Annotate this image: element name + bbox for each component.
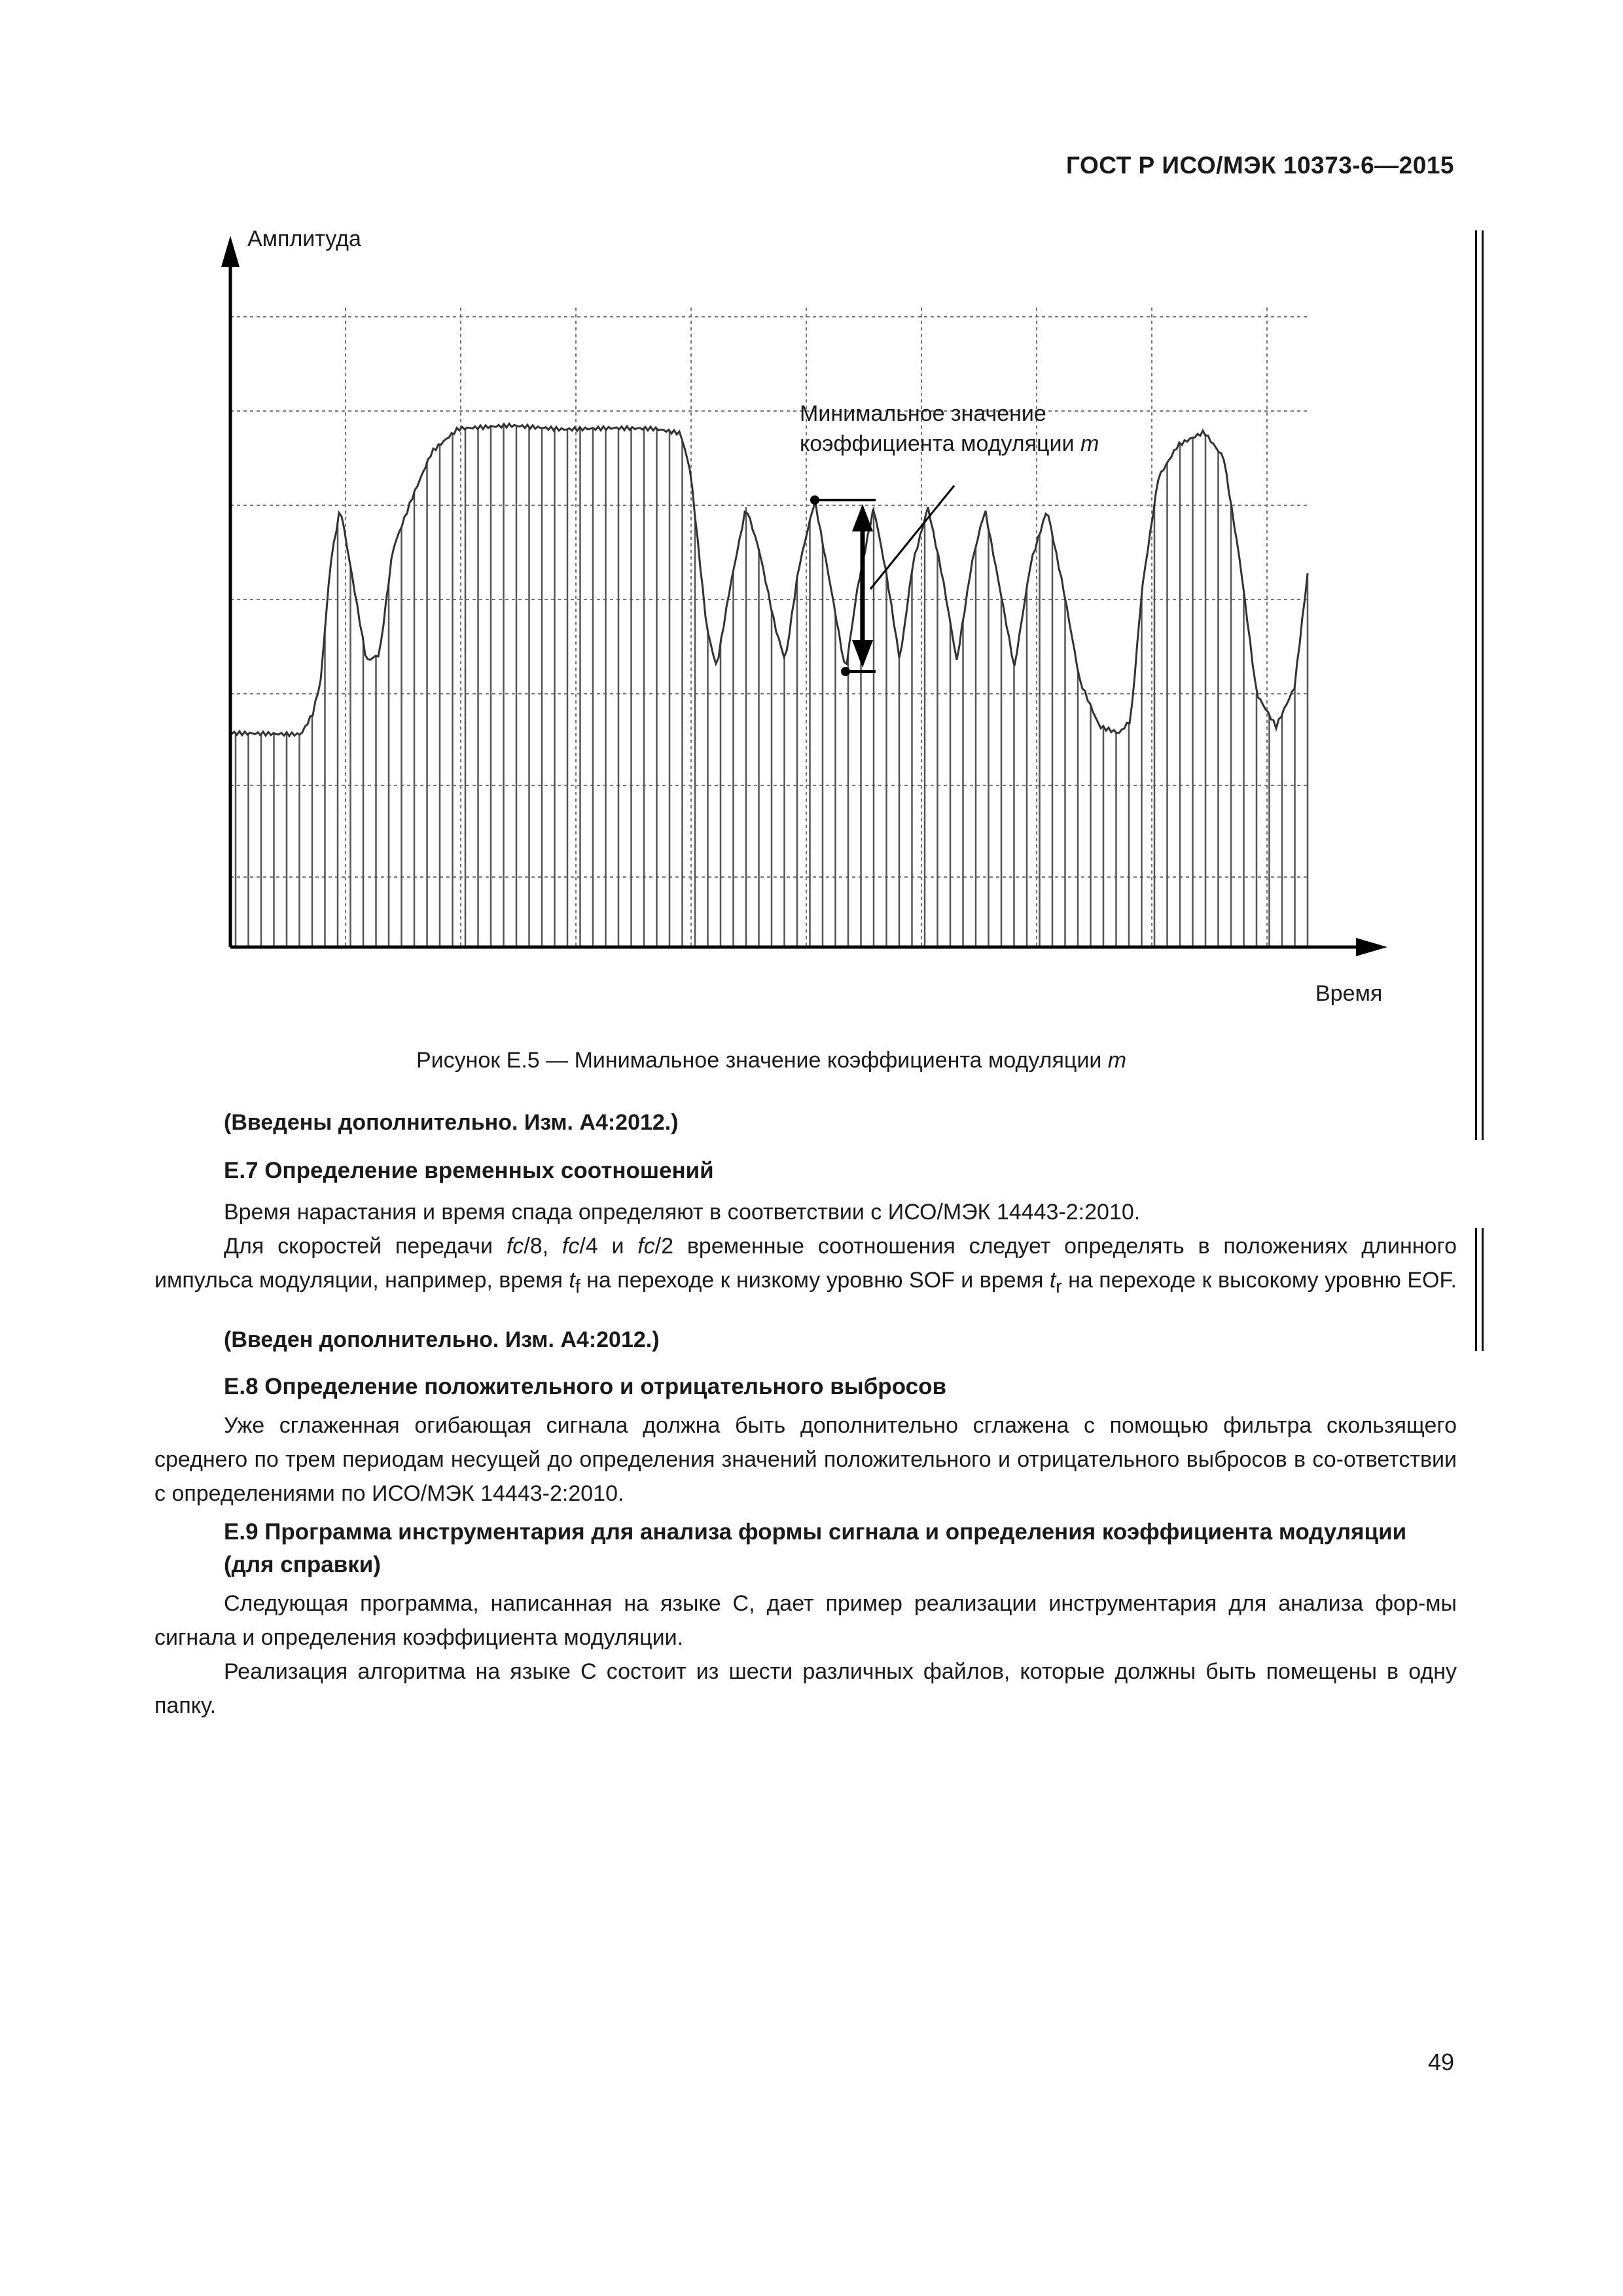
modulation-plot (0, 0, 1623, 1021)
var-t: t (1049, 1268, 1056, 1293)
page-number: 49 (1427, 2049, 1454, 2075)
section-e9-body (154, 1587, 1457, 1723)
document-header: ГОСТ Р ИСО/МЭК 10373-6—2015 (1066, 152, 1454, 179)
paragraph: Реализация алгоритма на языке С состоит из шести различных файлов, которые должны быть помещены в одну папку. (154, 1659, 1457, 1718)
annotation-text: коэффициента модуляции (800, 431, 1075, 456)
subscript-f: f (575, 1276, 580, 1297)
section-e9-title: Е.9 Программа инструментария для анализа формы сигнала и определения коэффициента модуляции (для справки) (224, 1519, 1407, 1577)
paragraph: Время нарастания и время спада определяют в соответствии с ИСО/МЭК 14443-2:2010. (224, 1200, 1141, 1225)
signal-envelope (230, 423, 1308, 736)
amendment-note: (Введен дополнительно. Изм. А4:2012.) (224, 1327, 660, 1352)
caption-text: Рисунок Е.5 — Минимальное значение коэффициента модуляции (416, 1048, 1102, 1073)
subscript-r: r (1056, 1276, 1062, 1297)
plot-grid (230, 308, 1309, 947)
marker-bottom-dot (841, 667, 850, 676)
section-e7-body (154, 1195, 1457, 1304)
change-bar (1475, 1228, 1477, 1351)
var-t: t (569, 1268, 575, 1293)
amendment-note: (Введены дополнительно. Изм. А4:2012.) (224, 1110, 679, 1135)
marker-top-dot (810, 495, 819, 505)
y-axis-label: Амплитуда (247, 226, 361, 251)
figure-caption (416, 1046, 1126, 1076)
var-fc: fc (562, 1234, 580, 1259)
marker-arrow-up (852, 504, 873, 531)
text-run: /2 временные соотношения следует определять в положениях длинного импульса модуляции, например, время (154, 1234, 1457, 1293)
text-run: /4 и (579, 1234, 638, 1259)
figure-e5 (0, 0, 1623, 1021)
section-e8-body (154, 1408, 1457, 1511)
text-run: Для скоростей передачи (224, 1234, 507, 1259)
annotation-line-2 (800, 429, 1099, 459)
annotation-variable: m (1080, 431, 1099, 456)
x-axis-arrow (1356, 938, 1387, 956)
modulation-annotation (800, 399, 1099, 459)
annotation-line-1: Минимальное значение (800, 401, 1046, 426)
var-fc: fc (637, 1234, 655, 1259)
marker-arrow-down (852, 640, 873, 668)
change-bar (1482, 1228, 1484, 1351)
carrier-spikes (236, 426, 1308, 947)
text-run: /8, (524, 1234, 562, 1259)
text-run: на переходе к низкому уровню SOF и время (580, 1268, 1050, 1293)
paragraph (154, 1229, 1457, 1304)
var-fc: fc (506, 1234, 524, 1259)
paragraph: Следующая программа, написанная на языке С, дает пример реализации инструментария для анализа фор-мы сигнала и определения коэффициента модуляции. (154, 1591, 1457, 1650)
caption-variable: m (1107, 1048, 1127, 1073)
section-e7-title: Е.7 Определение временных соотношений (224, 1158, 714, 1183)
x-axis-label: Время (1315, 981, 1383, 1006)
text-run: на переходе к высокому уровню EOF. (1061, 1268, 1457, 1293)
section-e8-title: Е.8 Определение положительного и отрицательного выбросов (224, 1374, 946, 1399)
y-axis-arrow (221, 236, 240, 267)
paragraph: Уже сглаженная огибающая сигнала должна быть дополнительно сглажена с помощью фильтра скользящего среднего по трем периодам несущей до определения значений положительного и отрицательного выбросов в со-ответствии с определениями по ИСО/МЭК 14443-2:2010. (154, 1413, 1457, 1506)
